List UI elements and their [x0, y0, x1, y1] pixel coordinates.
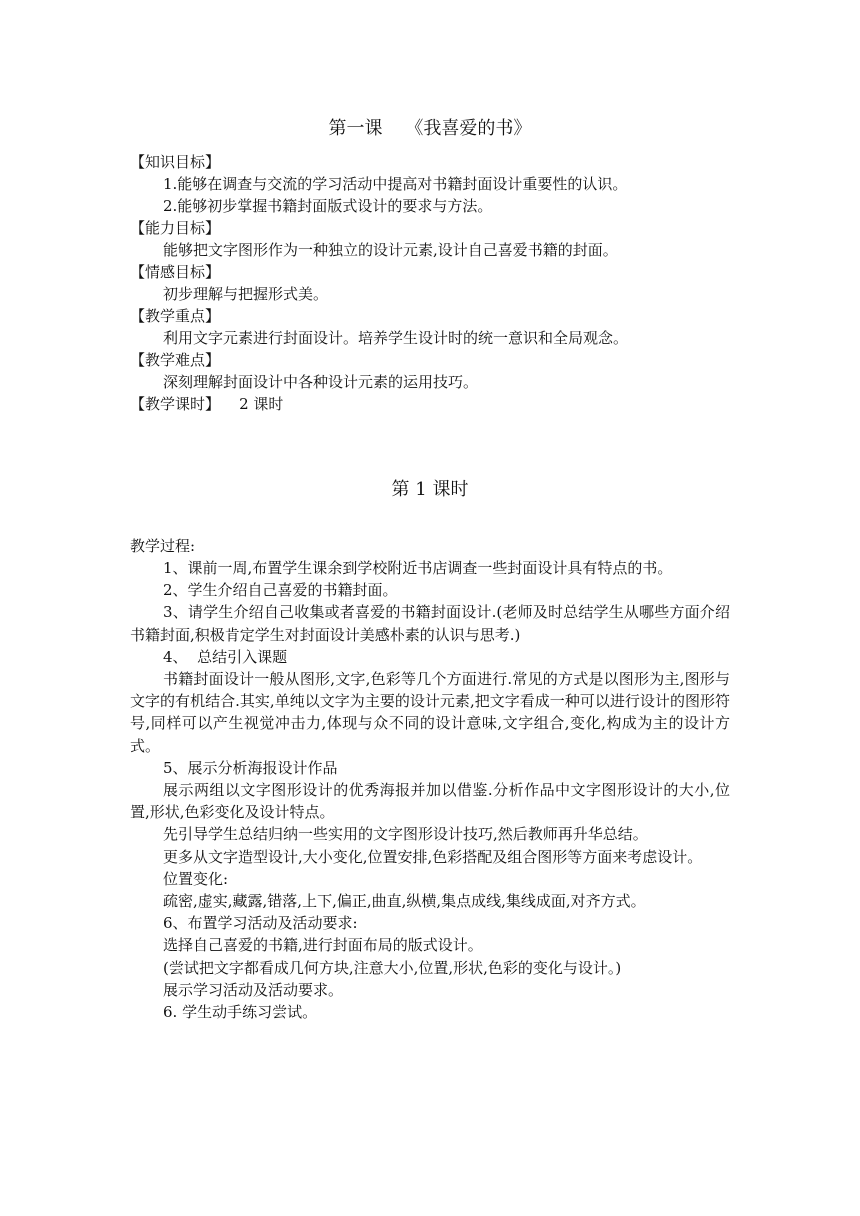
knowledge-item: 1.能够在调查与交流的学习活动中提高对书籍封面设计重要性的认识。	[163, 175, 628, 193]
hours-text: 2 课时	[239, 395, 284, 413]
knowledge-heading: 【知识目标】	[130, 153, 221, 171]
key-text: 利用文字元素进行封面设计。培养学生设计时的统一意识和全局观念。	[163, 329, 629, 347]
process-paragraph: 疏密,虚实,藏露,错落,上下,偏正,曲直,纵横,集点成线,集线成面,对齐方式。	[163, 892, 646, 911]
process-heading: 教学过程:	[130, 537, 196, 555]
hours-row	[130, 393, 730, 415]
process-paragraph: (尝试把文字都看成几何方块,注意大小,位置,形状,色彩的变化与设计。)	[163, 958, 622, 977]
process-paragraph: 更多从文字造型设计,大小变化,位置安排,色彩搭配及组合图形等方面来考虑设计。	[163, 847, 703, 866]
hours-heading: 【教学课时】	[130, 395, 221, 413]
ability-text: 能够把文字图形作为一种独立的设计元素,设计自己喜爱书籍的封面。	[163, 241, 618, 259]
objectives-section	[130, 151, 730, 415]
process-paragraph: 书籍封面设计一般从图形,文字,色彩等几个方面进行.常见的方式是以图形为主,图形与文字的有机结合.其实,单纯以文字为主要的设计元素,把文字看成一种可以进行设计的图形符号,同样可以产生视觉冲击力,体现与众不同的设计意味,文字组合,变化,构成为主的设计方式。	[130, 670, 730, 755]
ability-heading: 【能力目标】	[130, 219, 221, 237]
process-paragraph: 先引导学生总结归纳一些实用的文字图形设计技巧,然后教师再升华总结。	[163, 825, 648, 844]
difficulty-heading: 【教学难点】	[130, 351, 221, 369]
process-paragraph: 选择自己喜爱的书籍,进行封面布局的版式设计。	[163, 936, 483, 955]
emotion-text: 初步理解与把握形式美。	[163, 285, 329, 303]
process-paragraph: 2、学生介绍自己喜爱的书籍封面。	[163, 581, 398, 600]
emotion-heading: 【情感目标】	[130, 263, 221, 281]
process-paragraph: 位置变化:	[163, 869, 229, 888]
process-paragraph: 1、课前一周,布置学生课余到学校附近书店调查一些封面设计具有特点的书。	[163, 559, 673, 577]
process-section	[130, 535, 730, 1023]
process-paragraph: 展示学习活动及活动要求。	[163, 980, 344, 999]
difficulty-text: 深刻理解封面设计中各种设计元素的运用技巧。	[163, 373, 479, 391]
process-paragraph: 5、展示分析海报设计作品	[163, 758, 338, 777]
process-paragraph: 展示两组以文字图形设计的优秀海报并加以借鉴.分析作品中文字图形设计的大小,位置,形状,色彩变化及设计特点。	[130, 781, 730, 822]
process-paragraph: 3、请学生介绍自己收集或者喜爱的书籍封面设计.(老师及时总结学生从哪些方面介绍书籍封面,积极肯定学生对封面设计美感朴素的认识与思考.)	[130, 603, 730, 644]
process-paragraph: 4、 总结引入课题	[163, 647, 288, 666]
lesson-title: 第一课 《我喜爱的书》	[328, 118, 532, 139]
process-paragraph: 6. 学生动手练习尝试。	[163, 1003, 318, 1022]
knowledge-item: 2.能够初步掌握书籍封面版式设计的要求与方法。	[163, 197, 493, 215]
key-heading: 【教学重点】	[130, 307, 221, 325]
session-title: 第 1 课时	[391, 479, 469, 500]
process-paragraph: 6、布置学习活动及活动要求:	[163, 914, 358, 933]
